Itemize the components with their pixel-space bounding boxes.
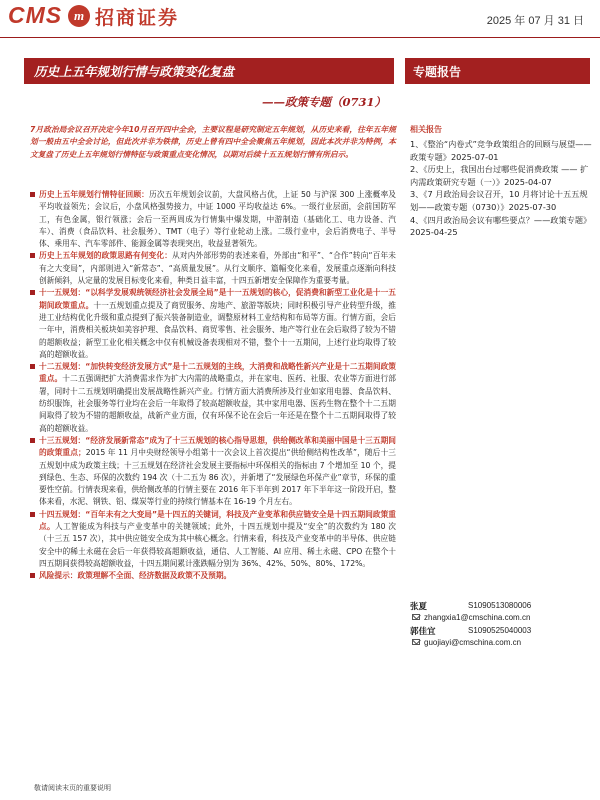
logo-cms-text: CMS: [8, 2, 63, 28]
mail-icon: [412, 639, 420, 645]
analyst-email-row: [410, 612, 595, 625]
title-banner: [24, 58, 394, 84]
analyst-license-id: S1090525040003: [468, 626, 532, 635]
risk-warning: [30, 570, 396, 582]
body-paragraph: [30, 250, 396, 287]
paragraph-text: 从对内外部形势的表述来看，外部由“和平”、“合作”转向“百年未有之大变局”，内部则进入“新常态”、“高质量发展”。从行文顺序、篇幅变化来看，发展重点逐渐向科技创新倾斜，从定量的发展目标变化来看，种类日益丰富，十四五新增安全保障作为重要考量。: [39, 251, 396, 286]
analyst-name: 张夏: [410, 602, 428, 612]
analyst-block: [410, 600, 595, 650]
paragraph-lead: 十三五规划：“经济发展新常态”成为了十三五规划的核心指导思想，供给侧改革和美丽中国是十三五期间的政策重点；: [39, 435, 396, 458]
risk-text: 政策理解不全面、经济数据及政策不及预期。: [77, 571, 232, 581]
page-header: [0, 0, 600, 40]
bullet-icon: [30, 573, 35, 578]
bullet-icon: [30, 512, 35, 517]
mail-icon: [412, 614, 420, 620]
bullet-icon: [30, 192, 35, 197]
paragraph-text: 十二五强调把扩大消费需求作为扩大内需的战略重点，并在家电、医药、社服、农业等方面进行部署，同时十二五规划明确提出发展战略性新兴产业。行情方面大消费所涉及行业如家用电器、食品饮料、纺织服饰，社会服务等行业均在会后一年取得了较高超额收益，其中家用电器、医药生物在整个十二五期间取得了较为不错的超额收益，战新产业方面，仅有环保不论在会后一年还是在整个十二五期间取得了较高的超额收益。: [39, 374, 396, 433]
bullet-icon: [30, 290, 35, 295]
body-paragraph: [30, 435, 396, 509]
related-report-item[interactable]: 2、《历史上，我国出台过哪些促消费政策 —— 扩内需政策研究专题（一）》2025-04-07: [410, 164, 589, 187]
paragraph-lead: 十一五规划：“以科学发展观统领经济社会发展全局”是十一五规划的核心，促消费和新型工业化是十一五期间政策重点。: [39, 288, 396, 310]
paragraph-list: [30, 189, 396, 570]
analyst-email-row: [410, 637, 595, 650]
paragraph-text: 历次五年规划会议前，大盘风格占优，上证 50 与沪深 300 上涨概率及平均收益领先；会议后，小盘风格强势接力，中证 1000 平均收益达 6%。一级行业层面，会前国防军工，有色金属，银行领涨；会后一至两周成为行情集中爆发期，中游制造（基础化工、电力设备、汽车）、消费（食品饮料、社会服务）、TMT（电子）等行业轮动上涨。二级行业中，会后消费电子、半导体、乘用车、汽车零部件、能源金属等表现突出，收益显著领先。: [39, 190, 396, 249]
analyst-email[interactable]: zhangxia1@cmschina.com.cn: [424, 613, 531, 622]
report-title: 历史上五年规划行情与政策变化复盘: [34, 64, 235, 79]
bullet-icon: [30, 253, 35, 258]
bullet-icon: [30, 364, 35, 369]
related-reports-heading: 相关报告: [410, 125, 442, 134]
report-intro: 7月政治局会议召开决定今年10月召开四中全会，主要议程是研究制定五年规划，从历史来看，往年五年规划一般由五中全会讨论，但此次并非为铁律，历史上曾有四中全会聚焦五年规划，因此本次并非为特例，本文复盘了历史上五年规划行情特征与政策重点变化情况，以期对后续十五五规划行情有所启示。: [30, 125, 396, 159]
related-report-item[interactable]: 1、《整治“内卷式”竞争政策组合的回顾与展望——政策专题》2025-07-01: [410, 139, 592, 162]
analyst-name: 郭佳宜: [410, 627, 436, 637]
analyst-row: [410, 625, 595, 637]
related-reports-list: [410, 138, 595, 239]
related-report-item[interactable]: 3、《7 月政治局会议召开，10 月将讨论十五五规划——政策专题（0730）》2025-07-30: [410, 189, 588, 212]
body-paragraph: [30, 189, 396, 250]
paragraph-text: 2015 年 11 月中央财经领导小组第十一次会议上首次提出“供给侧结构性改革”，随后十三五规划中成为政策主线；十三五规划在经济社会发展主要指标中环保相关的指标由 7 个增加至 10 个，提到绿色、生态、环保的次数约 194 次（十二五为 86 次），并新增了“发展绿色环保产业”章节，环保的重要性空前。行情表现来看，供给侧改革的行情主要在 2016 年下半年到 2017 年下半年这一阶段开启，整体来看，水泥、钢铁、铝、煤炭等行业的持续行情基本在 16-19 个月左右。: [39, 448, 396, 507]
bullet-icon: [30, 438, 35, 443]
related-report-item[interactable]: 4、《四月政治局会议有哪些要点？——政策专题》2025-04-25: [410, 214, 592, 238]
paragraph-text: 人工智能成为科技与产业变革中的关键领域；此外，十四五规划中提及“安全”的次数约为 180 次（十三五 157 次），其中供应链安全成为其中核心概念。行情来看，科技及产业变革中的半导体、供应链安全中的稀土永磁在会后一年获得较高超额收益，通信、人工智能、AI 应用、稀土永磁、CPO 在整个十四五期间获得较高超额收益，十四五期间累计涨跌幅分别为 36%、42%、50%、80%、172%。: [39, 522, 396, 568]
paragraph-lead: 历史上五年规划行情特征回顾：: [39, 190, 150, 199]
sidebar-title: 专题报告: [413, 65, 462, 79]
logo-company-name: 招商证券: [95, 7, 180, 29]
analyst-row: [410, 600, 595, 612]
sidebar-banner: [405, 58, 590, 84]
report-date: 2025 年 07 月 31 日: [486, 15, 584, 27]
header-divider: [0, 37, 600, 38]
analyst-email[interactable]: guojiayi@cmschina.com.cn: [424, 638, 522, 647]
risk-label: 风险提示：: [39, 571, 78, 581]
paragraph-lead: 十二五规划：“加快转变经济发展方式”是十二五规划的主线，大消费和战略性新兴产业是十二五期间政策重点。: [39, 362, 396, 384]
logo-emblem-icon: m: [68, 5, 90, 27]
paragraph-lead: 十四五规划：“百年未有之大变局”是十四五的关键词，科技及产业变革和供应链安全是十四五期间政策重点。: [39, 509, 396, 532]
footer-note: 敬请阅读末页的重要说明: [34, 784, 111, 792]
paragraph-lead: 历史上五年规划的政策思路有何变化：: [39, 251, 173, 261]
paragraph-text: 十一五规划重点提及了商贸服务、房地产、旅游等版块；同时积极引导产业转型升级，推进工业结构优化升级和重点提到了振兴装备制造业，调整原材料工业结构和布局等方面。行情方面，会后一年中，消费相关板块如美容护理、食品饮料、商贸零售、社会服务、地产等行业在会后取得了较为不错的超额收益；新型工业化相关概念中仅有机械设备表现相对不错，整个十一五期间，上述行业均取得了较高的超额收益。: [39, 300, 396, 359]
report-body: [30, 189, 396, 583]
body-paragraph: [30, 361, 396, 435]
body-paragraph: [30, 509, 396, 570]
report-subtitle: ——政策专题（0731）: [261, 95, 386, 109]
body-paragraph: [30, 287, 396, 361]
analyst-license-id: S1090513080006: [468, 601, 532, 610]
